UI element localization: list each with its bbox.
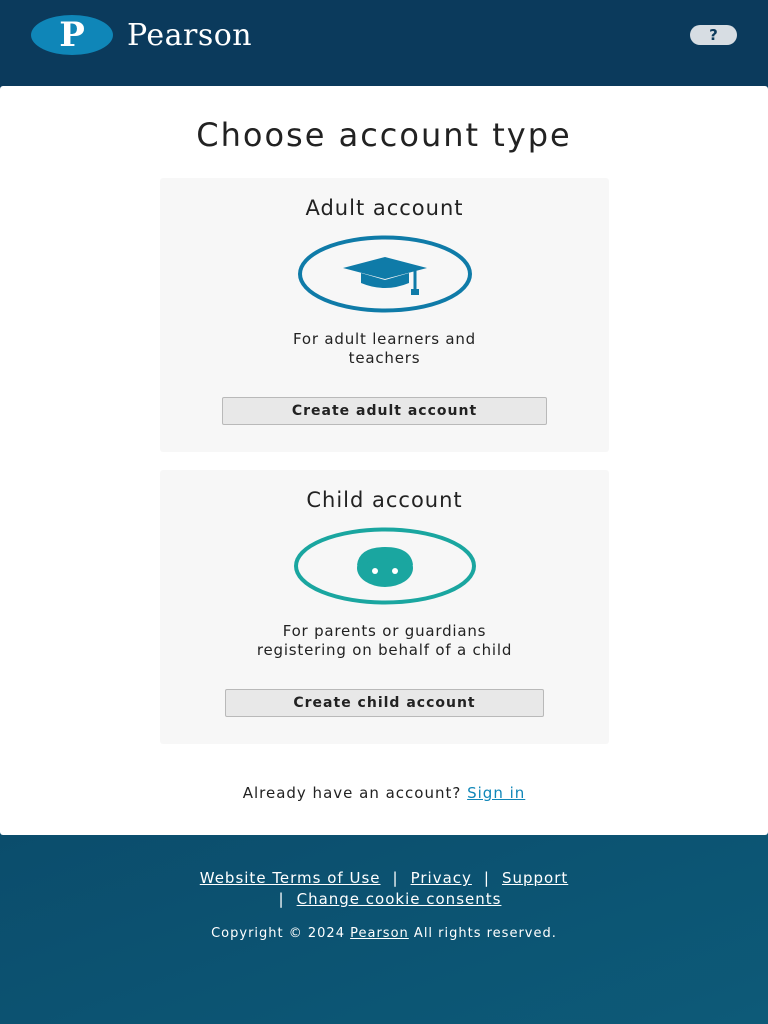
support-link[interactable]: Support <box>501 869 569 887</box>
card-description <box>180 330 589 368</box>
logo-letter: P <box>59 15 85 55</box>
footer-separator: | <box>483 869 490 887</box>
create-adult-account-button[interactable]: Create adult account <box>222 397 547 425</box>
copyright <box>0 926 768 941</box>
footer-separator: | <box>392 869 399 887</box>
copyright-suffix: All rights reserved. <box>413 926 557 941</box>
card-description <box>180 622 589 660</box>
privacy-link[interactable]: Privacy <box>410 869 472 887</box>
sign-in-link[interactable]: Sign in <box>467 784 526 802</box>
help-icon: ? <box>709 26 718 44</box>
pearson-logo-icon <box>31 15 113 55</box>
card-title: Child account <box>306 488 463 512</box>
site-footer <box>0 835 768 1024</box>
description-line: For adult learners and <box>292 330 477 348</box>
site-header <box>0 0 768 86</box>
description-line: For parents or guardians <box>282 622 487 640</box>
brand-name: Pearson <box>127 17 253 53</box>
graduation-cap-icon <box>297 235 473 317</box>
pearson-link[interactable]: Pearson <box>350 926 409 941</box>
footer-separator: | <box>278 890 285 908</box>
signin-row <box>0 784 768 802</box>
create-child-account-button[interactable]: Create child account <box>225 689 544 717</box>
signin-prompt: Already have an account? <box>242 784 462 802</box>
description-line: registering on behalf of a child <box>256 641 513 659</box>
help-button[interactable] <box>690 25 737 45</box>
description-line: teachers <box>348 349 421 367</box>
child-face-icon <box>293 527 477 609</box>
copyright-prefix: Copyright © 2024 <box>211 926 345 941</box>
child-account-card <box>160 470 609 744</box>
footer-links <box>90 868 678 910</box>
adult-account-card <box>160 178 609 452</box>
website-terms-link[interactable]: Website Terms of Use <box>199 869 381 887</box>
card-title: Adult account <box>305 196 464 220</box>
main-panel <box>0 86 768 835</box>
pearson-logo[interactable] <box>31 14 252 56</box>
change-cookie-consents-link[interactable]: Change cookie consents <box>296 890 502 908</box>
page-title: Choose account type <box>196 116 572 154</box>
